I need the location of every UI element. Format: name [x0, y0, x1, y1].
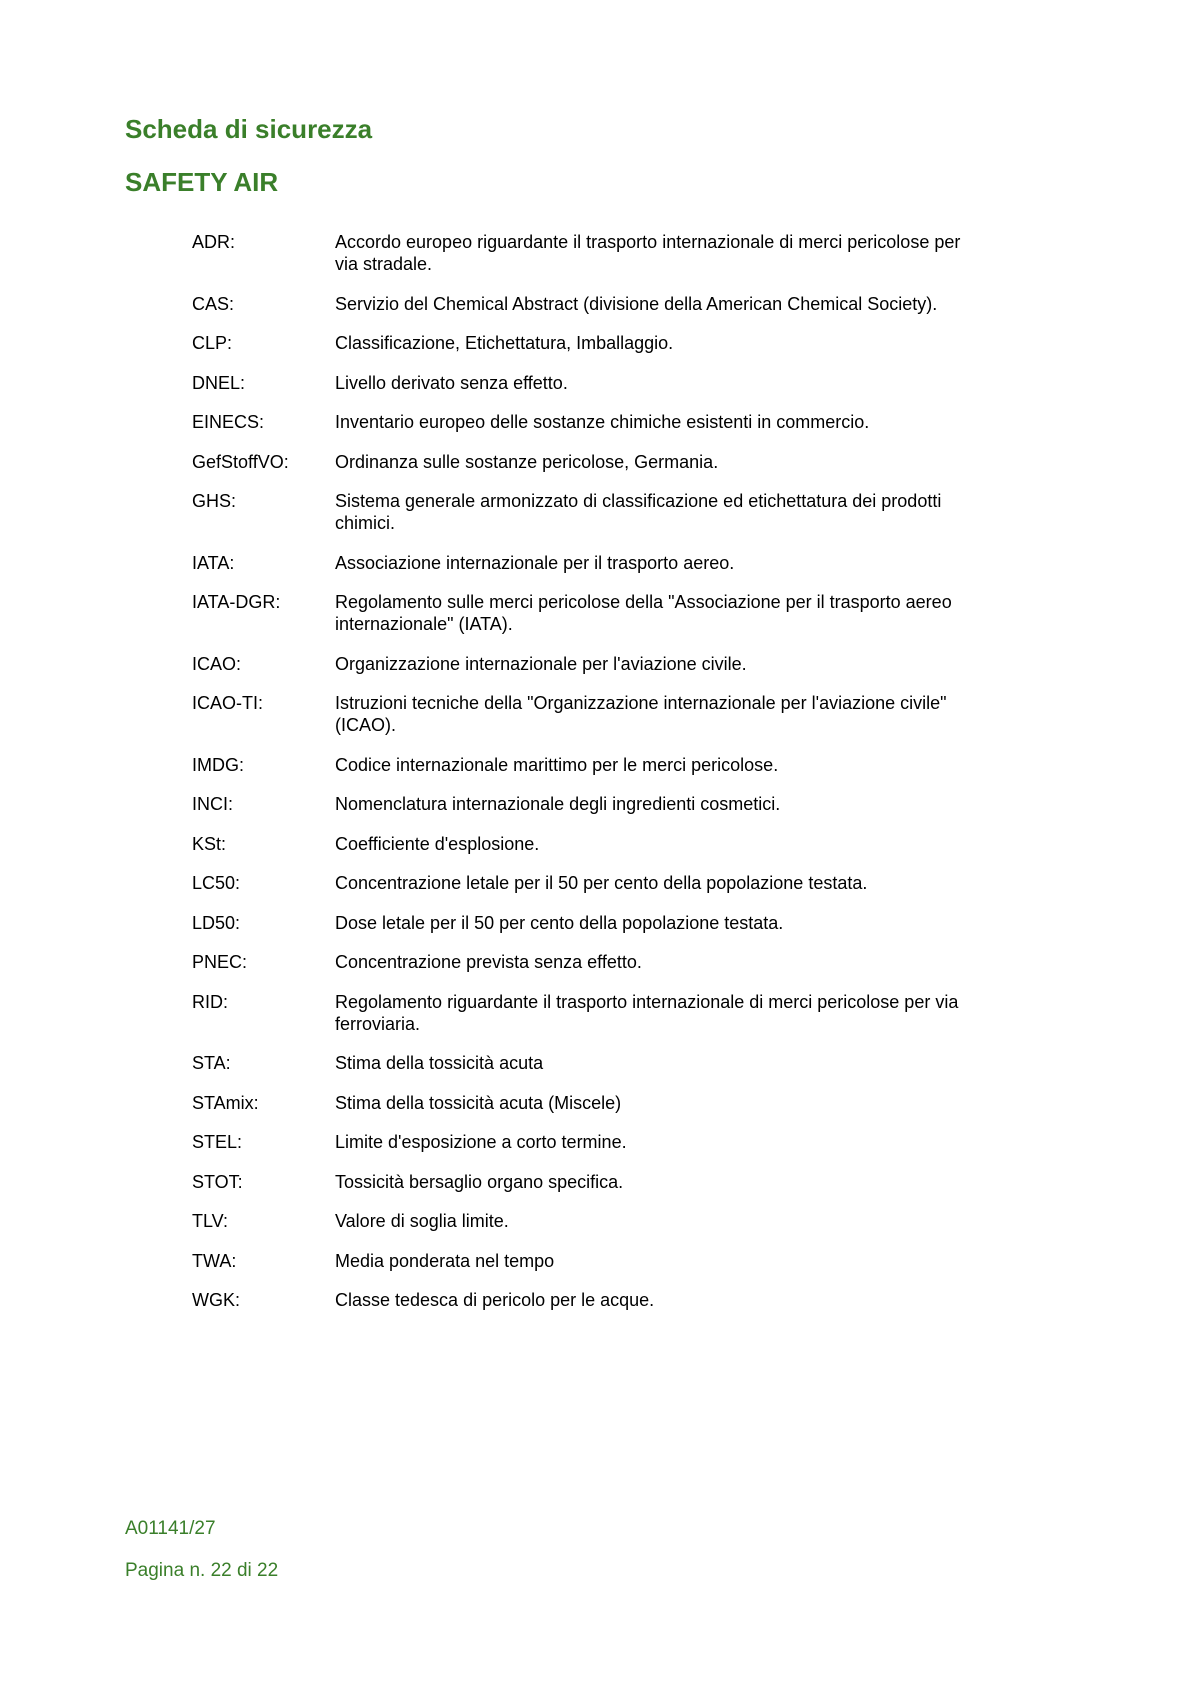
glossary-term: WGK: [192, 1290, 240, 1310]
glossary-row [192, 451, 992, 473]
glossary-term: INCI: [192, 794, 234, 814]
glossary-definition: Istruzioni tecniche della "Organizzazione internazionale per l'aviazione civile" (ICAO). [335, 693, 947, 735]
glossary-term: CLP: [192, 333, 233, 353]
document-code: A01141/27 [125, 1518, 216, 1539]
glossary-row [192, 1092, 992, 1114]
glossary-term: ICAO-TI: [192, 693, 263, 713]
glossary-term: IMDG: [192, 754, 244, 775]
glossary-row [192, 372, 992, 394]
glossary-term: STOT: [192, 1171, 243, 1192]
glossary-row [192, 332, 992, 354]
glossary-definition: Limite d'esposizione a corto termine. [335, 1132, 627, 1152]
glossary-term: TWA: [192, 1250, 237, 1271]
glossary-row [192, 1210, 992, 1232]
glossary-definition: Inventario europeo delle sostanze chimiche esistenti in commercio. [335, 412, 870, 432]
glossary-definition: Tossicità bersaglio organo specifica. [335, 1171, 624, 1192]
glossary-row [192, 231, 992, 275]
glossary-row [192, 1131, 992, 1153]
glossary-row [192, 872, 992, 894]
glossary-term: EINECS: [192, 412, 265, 432]
glossary-row [192, 1250, 992, 1272]
glossary-definition: Servizio del Chemical Abstract (divisione della American Chemical Society). [335, 293, 938, 314]
glossary-term: STA: [192, 1053, 231, 1073]
glossary-row [192, 912, 992, 934]
glossary-definition: Classe tedesca di pericolo per le acque. [335, 1290, 655, 1310]
glossary-definition: Coefficiente d'esplosione. [335, 833, 540, 854]
glossary-definition: Concentrazione letale per il 50 per cento della popolazione testata. [335, 873, 868, 893]
glossary-definition: Sistema generale armonizzato di classificazione ed etichettatura dei prodotti chimici. [335, 491, 942, 533]
glossary-term: GefStoffVO: [192, 451, 289, 472]
glossary-term: GHS: [192, 491, 237, 511]
glossary-term: IATA-DGR: [192, 592, 281, 612]
glossary-row [192, 991, 992, 1035]
glossary-definition: Media ponderata nel tempo [335, 1250, 555, 1271]
glossary-row [192, 591, 992, 635]
glossary-term: PNEC: [192, 952, 248, 972]
glossary-definition: Nomenclatura internazionale degli ingredienti cosmetici. [335, 794, 781, 814]
glossary-term: RID: [192, 991, 228, 1012]
glossary-row [192, 754, 992, 776]
glossary-row [192, 653, 992, 675]
glossary-definition: Valore di soglia limite. [335, 1211, 509, 1231]
glossary-row [192, 1171, 992, 1193]
glossary-row [192, 692, 992, 736]
glossary-definition: Associazione internazionale per il trasporto aereo. [335, 552, 735, 573]
glossary-row [192, 490, 992, 534]
glossary-term: IATA: [192, 552, 235, 573]
glossary-row [192, 1289, 992, 1311]
glossary-definition: Stima della tossicità acuta (Miscele) [335, 1092, 622, 1113]
glossary-definition: Dose letale per il 50 per cento della popolazione testata. [335, 912, 784, 933]
glossary-row [192, 1052, 992, 1074]
glossary-term: ADR: [192, 232, 236, 252]
page-number: Pagina n. 22 di 22 [125, 1560, 279, 1581]
glossary-definition: Classificazione, Etichettatura, Imballaggio. [335, 333, 674, 353]
glossary-term: STEL: [192, 1132, 243, 1152]
glossary-row [192, 552, 992, 574]
glossary-definition: Organizzazione internazionale per l'aviazione civile. [335, 653, 747, 674]
glossary-definition: Concentrazione prevista senza effetto. [335, 952, 642, 972]
document-title: Scheda di sicurezza [125, 114, 373, 144]
glossary-term: ICAO: [192, 653, 242, 674]
glossary-term: STAmix: [192, 1092, 259, 1113]
glossary-row [192, 793, 992, 815]
glossary-definition: Livello derivato senza effetto. [335, 372, 568, 393]
product-name: SAFETY AIR [125, 167, 279, 197]
glossary-term: KSt: [192, 833, 227, 854]
glossary-term: LC50: [192, 873, 241, 893]
glossary-row [192, 293, 992, 315]
glossary-row [192, 833, 992, 855]
glossary-definition: Stima della tossicità acuta [335, 1053, 544, 1073]
glossary-term: TLV: [192, 1211, 229, 1231]
glossary-term: CAS: [192, 293, 235, 314]
glossary-definition: Accordo europeo riguardante il trasporto internazionale di merci pericolose per via stradale. [335, 232, 961, 274]
abbreviations-glossary [192, 231, 992, 1329]
glossary-definition: Ordinanza sulle sostanze pericolose, Germania. [335, 451, 719, 472]
glossary-definition: Regolamento sulle merci pericolose della "Associazione per il trasporto aereo internazionale" (IATA). [335, 592, 952, 634]
glossary-term: DNEL: [192, 372, 246, 393]
glossary-definition: Regolamento riguardante il trasporto internazionale di merci pericolose per via ferroviaria. [335, 991, 959, 1034]
glossary-row [192, 951, 992, 973]
glossary-row [192, 411, 992, 433]
glossary-definition: Codice internazionale marittimo per le merci pericolose. [335, 754, 779, 775]
glossary-term: LD50: [192, 912, 241, 933]
